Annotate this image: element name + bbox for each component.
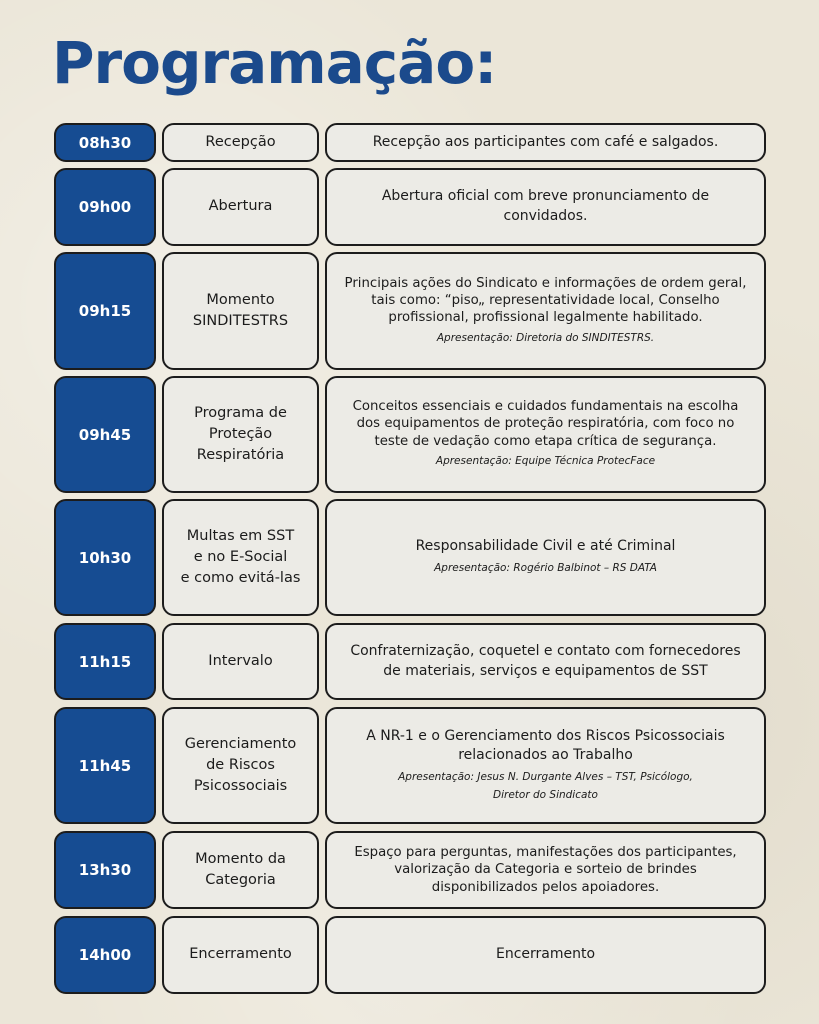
schedule-time	[54, 123, 156, 162]
label-text: Recepção	[205, 133, 276, 150]
description-text: Conceitos essenciais e cuidados fundamentais na escolha dos equipamentos de proteção respiratória, com foco no teste de vedação como etapa crítica de segurança.	[352, 399, 739, 449]
presenter-text: Apresentação: Jesus N. Durgante Alves – TST, Psicólogo, Diretor do Sindicato	[398, 770, 693, 801]
schedule-description	[325, 707, 766, 824]
description-text: Confraternização, coquetel e contato com fornecedores de materiais, serviços e equipamentos de SST	[350, 642, 741, 679]
schedule-time	[54, 707, 156, 824]
schedule-time	[54, 168, 156, 246]
label-text: Momento SINDITESTRS	[192, 291, 289, 329]
time-text: 13h30	[78, 861, 132, 879]
presenter-text: Apresentação: Diretoria do SINDITESTRS.	[436, 331, 655, 344]
schedule-description	[325, 376, 766, 493]
schedule-description	[325, 168, 766, 246]
label-text: Encerramento	[189, 946, 292, 963]
schedule-label	[162, 623, 319, 700]
description-text: Abertura oficial com breve pronunciamento de convidados.	[381, 188, 710, 224]
schedule-time	[54, 499, 156, 616]
schedule-label	[162, 168, 319, 246]
label-text: Gerenciamento de Riscos Psicossociais	[184, 735, 297, 794]
description-text: A NR-1 e o Gerenciamento dos Riscos Psicossociais relacionados ao Trabalho	[366, 727, 725, 764]
schedule-time	[54, 916, 156, 994]
label-text: Intervalo	[208, 652, 273, 669]
schedule-label	[162, 831, 319, 909]
label-text: Programa de Proteção Respiratória	[194, 404, 287, 463]
schedule-label	[162, 707, 319, 824]
schedule-label	[162, 499, 319, 616]
description-text: Espaço para perguntas, manifestações dos participantes, valorização da Categoria e sorteio de brindes disponibilizados pelos apoiadores.	[354, 845, 737, 895]
schedule-description	[325, 252, 766, 370]
time-text: 09h15	[78, 302, 132, 320]
label-text: Multas em SST e no E-Social e como evitá-las	[180, 527, 301, 586]
time-text: 09h45	[78, 425, 132, 444]
label-text: Momento da Categoria	[195, 850, 286, 888]
time-text: 08h30	[78, 133, 132, 152]
schedule-label	[162, 252, 319, 370]
page-title: Programação:	[52, 29, 497, 97]
description-text: Responsabilidade Civil e até Criminal	[415, 538, 676, 555]
label-text: Abertura	[208, 198, 273, 215]
time-text: 09h00	[78, 198, 132, 216]
schedule-description	[325, 831, 766, 909]
schedule-label	[162, 916, 319, 994]
schedule-label	[162, 123, 319, 162]
time-text: 11h15	[78, 652, 132, 671]
presenter-text: Apresentação: Equipe Técnica ProtecFace	[435, 455, 656, 467]
schedule-description	[325, 623, 766, 700]
schedule-description	[325, 916, 766, 994]
description-text: Principais ações do Sindicato e informações de ordem geral, tais como: “piso„ representatividade local, Conselho profissional, profissional legalmente habilitado.	[344, 275, 747, 326]
schedule-time	[54, 623, 156, 700]
schedule-time	[54, 376, 156, 493]
time-text: 10h30	[78, 548, 132, 567]
presenter-text: Apresentação: Rogério Balbinot – RS DATA	[434, 561, 657, 574]
description-text: Encerramento	[495, 946, 596, 963]
schedule-time	[54, 252, 156, 370]
description-text: Recepção aos participantes com café e salgados.	[372, 133, 719, 150]
schedule-description	[325, 123, 766, 162]
schedule-time	[54, 831, 156, 909]
time-text: 11h45	[78, 756, 132, 775]
time-text: 14h00	[78, 946, 132, 964]
schedule-description	[325, 499, 766, 616]
schedule-label	[162, 376, 319, 493]
